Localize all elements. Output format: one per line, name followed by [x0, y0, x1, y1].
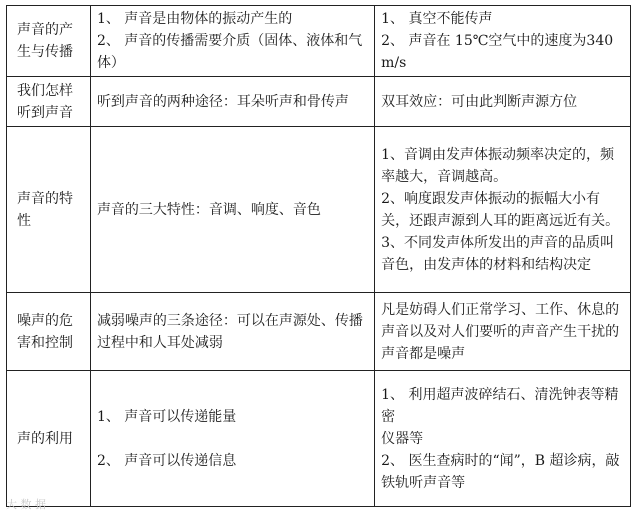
extra-cell — [375, 6, 631, 77]
topic-text: 声的利用 — [17, 430, 73, 447]
extra-line: 2、 医生查病时的“闻”，B 超诊病，敲 — [381, 452, 620, 469]
knowledge-line: 减弱噪声的三条途径：可以在声源处、传播过程中和人耳处减弱 — [96, 312, 363, 351]
knowledge-line: 2、 声音可以传递信息 — [96, 452, 237, 469]
extra-cell — [375, 77, 631, 127]
table-row — [7, 6, 631, 77]
knowledge-cell — [90, 293, 374, 371]
knowledge-line: 1、 声音可以传递能量 — [96, 408, 237, 425]
knowledge-cell — [90, 371, 374, 507]
extra-line: 2、 声音在 15℃空气中的速度为340m/s — [381, 33, 614, 71]
extra-cell — [375, 293, 631, 371]
topic-text: 声音的特性 — [17, 190, 73, 229]
extra-line: 1、音调由发声体振动频率决定的，频率越大，音调越高。 — [381, 146, 615, 185]
extra-line: 铁轨听声音等 — [381, 474, 466, 491]
topic-cell — [7, 293, 91, 371]
watermark: 大 数 据 — [6, 498, 46, 511]
topic-cell — [7, 77, 91, 127]
sound-knowledge-table — [6, 5, 631, 507]
table-row — [7, 127, 631, 293]
topic-cell — [7, 371, 91, 507]
table-row — [7, 293, 631, 371]
knowledge-line: 声音的三大特性：音调、响度、音色 — [96, 201, 321, 218]
knowledge-line: 2、 声音的传播需要介质（固体、液体和气体） — [96, 33, 363, 71]
knowledge-cell — [90, 6, 374, 77]
extra-line: 1、 利用超声波碎结石、清洗钟表等精密 — [381, 386, 619, 425]
topic-text: 噪声的危害和控制 — [17, 312, 73, 351]
topic-text: 声音的产生与传播 — [17, 22, 73, 60]
topic-text: 我们怎样听到声音 — [17, 82, 73, 121]
extra-line: 2、响度跟发声体振动的振幅大小有关，还跟声源到人耳的距离远近有关。 — [381, 190, 620, 229]
topic-cell — [7, 127, 91, 293]
extra-line: 凡是妨碍人们正常学习、工作、休息的声音以及对人们要听的声音产生干扰的声音都是噪声 — [381, 301, 620, 362]
extra-line: 1、 真空不能传声 — [381, 11, 493, 27]
extra-cell — [375, 371, 631, 507]
extra-line: 双耳效应：可由此判断声源方位 — [381, 93, 578, 110]
extra-cell — [375, 127, 631, 293]
table-row — [7, 77, 631, 127]
topic-cell — [7, 6, 91, 77]
knowledge-line: 听到声音的两种途径：耳朵听声和骨传声 — [96, 93, 349, 110]
knowledge-cell — [90, 77, 374, 127]
knowledge-line: 1、 声音是由物体的振动产生的 — [96, 11, 293, 27]
extra-line: 仪器等 — [381, 430, 424, 447]
knowledge-cell — [90, 127, 374, 293]
extra-line: 3、不同发声体所发出的声音的品质叫音色，由发声体的材料和结构决定 — [381, 234, 615, 273]
table-row — [7, 371, 631, 507]
